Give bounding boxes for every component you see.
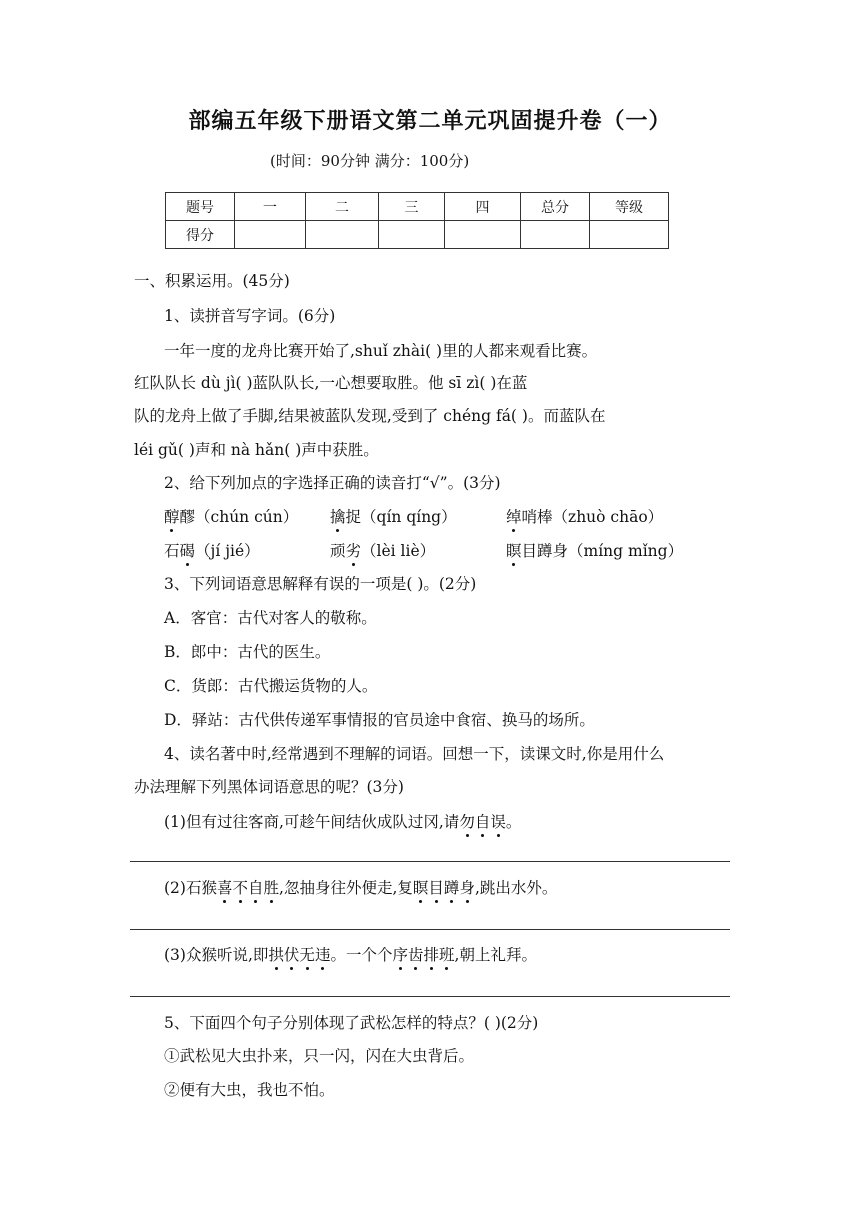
dotted-char: 拱 (268, 946, 284, 964)
page-title: 部编五年级下册语文第二单元巩固提升卷（一） (188, 108, 672, 134)
dotted-char: 瞑 (412, 879, 429, 897)
question-4-prompt: 4、读名著中时,经常遇到不理解的词语。回想一下，读课文时,你是用什么 (164, 745, 665, 763)
pinyin-options: （qín qíng） (361, 508, 457, 526)
score-cell: 题号 (166, 193, 235, 221)
pinyin-options: （jí jié） (195, 542, 260, 560)
question-1-text: 红队队长 dù jì( )蓝队队长,一心想要取胜。他 sī zì( )在蓝 (134, 374, 528, 392)
score-cell: 等级 (590, 193, 669, 221)
answer-line[interactable] (130, 929, 730, 930)
score-cell: 二 (306, 193, 379, 221)
dotted-char: 勿 (459, 813, 475, 831)
pinyin-choice-item[interactable] (330, 506, 457, 528)
dotted-char: 目 (428, 879, 444, 897)
question-1-prompt: 1、读拼音写字词。(6分) (164, 307, 336, 325)
pinyin-choice-item[interactable] (164, 506, 298, 528)
dotted-char: 自 (248, 879, 264, 897)
dotted-char: 醇 (164, 508, 180, 526)
pinyin-choice-item[interactable] (506, 506, 663, 528)
dotted-char: 不 (232, 879, 248, 897)
score-cell: 总分 (521, 193, 590, 221)
pinyin-options: （míng mǐng） (568, 542, 684, 560)
word-part: 醪 (179, 508, 196, 526)
question-4-sentence-3 (164, 944, 537, 966)
pinyin-options: （chún cún） (195, 508, 299, 526)
question-3-prompt: 3、下列词语意思解释有误的一项是( )。(2分) (164, 575, 477, 593)
word-part: 顽 (330, 542, 346, 560)
score-cell: 得分 (166, 221, 235, 249)
question-5-prompt: 5、下面四个句子分别体现了武松怎样的特点？( )(2分) (164, 1014, 539, 1032)
pinyin-choice-item[interactable] (164, 540, 260, 562)
score-input-cell[interactable] (590, 221, 669, 249)
score-cell: 四 (445, 193, 521, 221)
dotted-char: 排 (423, 946, 440, 964)
sentence-part: ,忽抽身往外便走,复 (279, 879, 413, 897)
dotted-char: 违 (314, 946, 331, 964)
score-input-cell[interactable] (445, 221, 521, 249)
answer-line[interactable] (130, 996, 730, 997)
score-input-cell[interactable] (306, 221, 379, 249)
dotted-char: 序 (392, 946, 408, 964)
pinyin-choice-item[interactable] (506, 540, 683, 562)
question-5-item: ②便有大虫，我也不怕。 (164, 1081, 335, 1099)
dotted-char: 无 (299, 946, 315, 964)
dotted-char: 误 (490, 813, 506, 831)
dotted-char: 喜 (216, 879, 233, 897)
dotted-char: 碣 (179, 542, 196, 560)
sentence-part: (2)石猴 (164, 879, 217, 897)
question-1-text: 一年一度的龙舟比赛开始了,shuǐ zhài( )里的人都来观看比赛。 (164, 342, 598, 360)
pinyin-options: （zhuò chāo） (552, 508, 664, 526)
question-2-prompt: 2、给下列加点的字选择正确的读音打“√”。(3分) (164, 474, 501, 492)
word-part: 哨棒 (521, 508, 553, 526)
score-input-cell[interactable] (235, 221, 306, 249)
score-cell: 一 (235, 193, 306, 221)
option-a[interactable]: A．客官：古代对客人的敬称。 (164, 609, 377, 627)
question-5-item: ①武松见大虫扑来，只一闪，闪在大虫背后。 (164, 1047, 475, 1065)
dotted-char: 伏 (283, 946, 300, 964)
option-c[interactable]: C．货郎：古代搬运货物的人。 (164, 677, 378, 695)
dotted-phrase (217, 879, 279, 897)
score-cell: 三 (379, 193, 445, 221)
answer-line[interactable] (130, 861, 730, 862)
dotted-char: 齿 (407, 946, 424, 964)
dotted-phrase (392, 946, 454, 964)
dotted-char: 身 (459, 879, 475, 897)
score-table-score-row (166, 221, 669, 249)
word-part: 捉 (345, 508, 362, 526)
question-4-sentence-2 (164, 877, 557, 899)
dotted-phrase (268, 946, 330, 964)
dotted-char: 绰 (506, 508, 522, 526)
sentence-part: 。一个个 (330, 946, 393, 964)
dotted-phrase (413, 879, 475, 897)
question-1-text: 队的龙舟上做了手脚,结果被蓝队发现,受到了 chéng fá( )。而蓝队在 (134, 407, 606, 425)
dotted-char: 班 (439, 946, 455, 964)
question-4-sentence-1 (164, 811, 521, 833)
score-table (165, 192, 669, 249)
dotted-char: 擒 (330, 508, 346, 526)
question-1-text: léi gǔ( )声和 nà hǎn( )声中获胜。 (134, 441, 379, 459)
question-4-prompt: 办法理解下列黑体词语意思的呢？(3分) (134, 778, 404, 796)
option-b[interactable]: B．郎中：古代的医生。 (164, 643, 331, 661)
pinyin-options: （lèi liè） (361, 542, 436, 560)
score-table-header-row (166, 193, 669, 221)
sentence-part: ,跳出水外。 (474, 879, 558, 897)
dotted-char: 劣 (345, 542, 362, 560)
score-input-cell[interactable] (379, 221, 445, 249)
dotted-phrase (459, 813, 506, 831)
pinyin-choice-item[interactable] (330, 540, 435, 562)
section-heading: 一、积累运用。(45分) (134, 272, 290, 290)
dotted-char: 胜 (263, 879, 280, 897)
sentence-part: 。 (505, 813, 522, 831)
dotted-char: 蹲 (443, 879, 460, 897)
word-part: 目蹲身 (521, 542, 569, 560)
sentence-part: ,朝上礼拜。 (454, 946, 537, 964)
sentence-part: (1)但有过往客商,可趁午间结伙成队过冈,请 (164, 813, 460, 831)
option-d[interactable]: D．驿站：古代供传递军事情报的官员途中食宿、换马的场所。 (164, 711, 595, 729)
sentence-part: (3)众猴听说,即 (164, 946, 269, 964)
exam-time-score-info: (时间：90分钟 满分：100分) (270, 152, 470, 170)
dotted-char: 自 (474, 813, 491, 831)
word-part: 石 (164, 542, 180, 560)
dotted-char: 瞑 (506, 542, 522, 560)
score-input-cell[interactable] (521, 221, 590, 249)
